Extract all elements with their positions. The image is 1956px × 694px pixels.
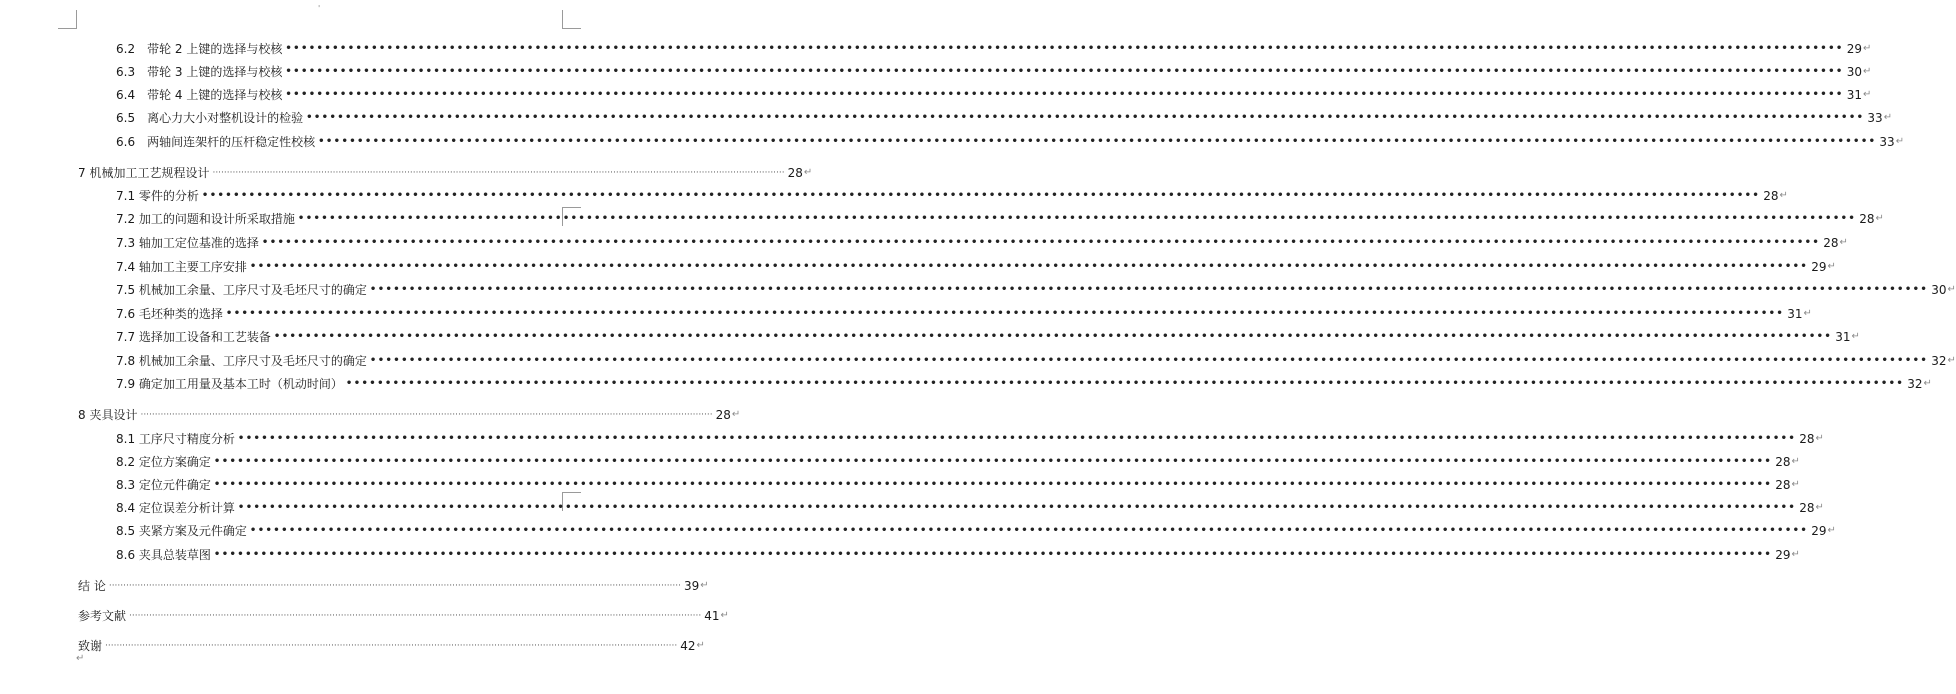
- toc-entry-page-number: 28: [715, 408, 731, 422]
- toc-entry-page-number: 31: [1787, 307, 1803, 321]
- toc-entry[interactable]: [0, 430, 1824, 448]
- paragraph-mark: ↵: [1851, 331, 1860, 342]
- paragraph-mark: ↵: [1803, 308, 1812, 319]
- paragraph-mark: ↵: [1791, 549, 1800, 560]
- paragraph-mark: ↵: [1815, 502, 1824, 513]
- paragraph-mark: ↵: [1862, 43, 1872, 54]
- margin-corner-top-right: [562, 10, 581, 29]
- toc-entry-page-number: 29: [1775, 548, 1791, 562]
- toc-entry[interactable]: [0, 133, 1905, 151]
- toc-entry[interactable]: [0, 86, 1872, 104]
- paragraph-mark: ↵: [1947, 355, 1956, 366]
- toc-entry[interactable]: [0, 453, 1800, 471]
- toc-entry-page-number: 41: [704, 609, 720, 623]
- toc-entry-page-number: 29: [1811, 260, 1827, 274]
- paragraph-mark: ↵: [1883, 112, 1893, 123]
- toc-dot-leader: ••••••••••••••••••••••••••••••••••••••••••••••••••••••••••••••••••••••••••••••••••••••••••••••••••••••••••••••••••••••••••••••••••••••••••••••••••••••••••••••••••••••••••••••••••••••••••••••••••••••••: [237, 433, 1797, 444]
- toc-entry-page-number: 31: [1835, 330, 1851, 344]
- toc-entry-page-number: 28: [787, 166, 803, 180]
- toc-entry-title: 7.9 确定加工用量及基本工时（机动时间）: [116, 377, 343, 391]
- toc-entry-page-number: 28: [1775, 455, 1791, 469]
- toc-entry-title: 6.4 带轮 4 上键的选择与校核: [116, 88, 283, 102]
- toc-entry-title: 8.6 夹具总装草图: [116, 548, 211, 562]
- toc-entry-page-number: 28: [1799, 501, 1815, 515]
- toc-entry[interactable]: [0, 109, 1893, 127]
- toc-entry[interactable]: [0, 210, 1884, 228]
- toc-entry-title: 6.3 带轮 3 上键的选择与校核: [116, 65, 283, 79]
- toc-entry[interactable]: [0, 476, 1800, 494]
- toc-entry-title: 7.3 轴加工定位基准的选择: [116, 236, 259, 250]
- toc-dot-leader: ········································································································································································································: [108, 581, 681, 591]
- toc-dot-leader: ••••••••••••••••••••••••••••••••••••••••••••••••••••••••••••••••••••••••••••••••••••••••••••••••••••••••••••••••••••••••••••••••••••••••••••••••••••••••••••••••••••••••••••••••••••••••••••••••••••••••: [369, 355, 1929, 366]
- toc-entry-page-number: 28: [1799, 432, 1815, 446]
- toc-dot-leader: ••••••••••••••••••••••••••••••••••••••••••••••••••••••••••••••••••••••••••••••••••••••••••••••••••••••••••••••••••••••••••••••••••••••••••••••••••••••••••••••••••••••••••••••••••••••••••••••••••••••••: [249, 525, 1809, 536]
- paragraph-mark: ↵: [1791, 479, 1800, 490]
- toc-dot-leader: ••••••••••••••••••••••••••••••••••••••••••••••••••••••••••••••••••••••••••••••••••••••••••••••••••••••••••••••••••••••••••••••••••••••••••••••••••••••••••••••••••••••••••••••••••••••••••••••••••••••••: [261, 237, 1821, 248]
- toc-dot-leader: ••••••••••••••••••••••••••••••••••••••••••••••••••••••••••••••••••••••••••••••••••••••••••••••••••••••••••••••••••••••••••••••••••••••••••••••••••••••••••••••••••••••••••••••••••••••••••••••••••••••••: [213, 456, 1773, 467]
- toc-entry-page-number: 28: [1775, 478, 1791, 492]
- toc-dot-leader: ········································································································································································································: [105, 641, 678, 651]
- toc-entry-page-number: 39: [684, 579, 700, 593]
- toc-entry[interactable]: [0, 406, 741, 424]
- toc-entry-title: 7.6 毛坯种类的选择: [116, 307, 223, 321]
- toc-entry-page-number: 29: [1846, 42, 1862, 56]
- toc-entry-page-number: 29: [1811, 524, 1827, 538]
- toc-dot-leader: ········································································································································································································: [212, 168, 785, 178]
- margin-corner-top-left: [58, 10, 77, 29]
- page-mark: ': [318, 4, 321, 13]
- toc-dot-leader: ••••••••••••••••••••••••••••••••••••••••••••••••••••••••••••••••••••••••••••••••••••••••••••••••••••••••••••••••••••••••••••••••••••••••••••••••••••••••••••••••••••••••••••••••••••••••••••••••••••••••: [318, 136, 1877, 147]
- toc-entry-title: 6.5 离心力大小对整机设计的检验: [116, 111, 304, 125]
- toc-dot-leader: ••••••••••••••••••••••••••••••••••••••••••••••••••••••••••••••••••••••••••••••••••••••••••••••••••••••••••••••••••••••••••••••••••••••••••••••••••••••••••••••••••••••••••••••••••••••••••••••••••••••••: [213, 549, 1773, 560]
- toc-entry-page-number: 28: [1763, 189, 1779, 203]
- toc-dot-leader: ••••••••••••••••••••••••••••••••••••••••••••••••••••••••••••••••••••••••••••••••••••••••••••••••••••••••••••••••••••••••••••••••••••••••••••••••••••••••••••••••••••••••••••••••••••••••••••••••••••••••: [285, 89, 1844, 100]
- toc-entry[interactable]: [0, 546, 1800, 564]
- paragraph-mark: ↵: [1815, 433, 1824, 444]
- toc-entry-page-number: 28: [1859, 212, 1875, 226]
- toc-entry[interactable]: [0, 234, 1848, 252]
- paragraph-mark: ↵: [720, 610, 729, 621]
- paragraph-mark: ↵: [700, 580, 709, 591]
- toc-dot-leader: ••••••••••••••••••••••••••••••••••••••••••••••••••••••••••••••••••••••••••••••••••••••••••••••••••••••••••••••••••••••••••••••••••••••••••••••••••••••••••••••••••••••••••••••••••••••••••••••••••••••••: [285, 43, 1844, 54]
- toc-dot-leader: ········································································································································································································: [129, 611, 702, 621]
- paragraph-mark: ↵: [1895, 136, 1905, 147]
- toc-entry-title: 6.6 两轴间连架杆的压杆稳定性校核: [116, 135, 316, 149]
- toc-entry[interactable]: [0, 281, 1956, 299]
- toc-dot-leader: ••••••••••••••••••••••••••••••••••••••••••••••••••••••••••••••••••••••••••••••••••••••••••••••••••••••••••••••••••••••••••••••••••••••••••••••••••••••••••••••••••••••••••••••••••••••••••••••••••••••••: [201, 190, 1761, 201]
- toc-entry-title: 6.2 带轮 2 上键的选择与校核: [116, 42, 283, 56]
- toc-entry[interactable]: [0, 607, 729, 625]
- toc-dot-leader: ••••••••••••••••••••••••••••••••••••••••••••••••••••••••••••••••••••••••••••••••••••••••••••••••••••••••••••••••••••••••••••••••••••••••••••••••••••••••••••••••••••••••••••••••••••••••••••••••••••••••: [273, 331, 1833, 342]
- toc-dot-leader: ••••••••••••••••••••••••••••••••••••••••••••••••••••••••••••••••••••••••••••••••••••••••••••••••••••••••••••••••••••••••••••••••••••••••••••••••••••••••••••••••••••••••••••••••••••••••••••••••••••••••: [237, 502, 1797, 513]
- paragraph-mark: ↵: [1827, 525, 1836, 536]
- toc-entry[interactable]: [0, 352, 1956, 370]
- toc-dot-leader: ••••••••••••••••••••••••••••••••••••••••••••••••••••••••••••••••••••••••••••••••••••••••••••••••••••••••••••••••••••••••••••••••••••••••••••••••••••••••••••••••••••••••••••••••••••••••••••••••••••••••: [369, 284, 1929, 295]
- toc-entry[interactable]: [0, 258, 1836, 276]
- toc-entry[interactable]: [0, 522, 1836, 540]
- toc-entry-page-number: 30: [1846, 65, 1862, 79]
- toc-dot-leader: ••••••••••••••••••••••••••••••••••••••••••••••••••••••••••••••••••••••••••••••••••••••••••••••••••••••••••••••••••••••••••••••••••••••••••••••••••••••••••••••••••••••••••••••••••••••••••••••••••••••••: [285, 66, 1844, 77]
- paragraph-mark: ↵: [1827, 261, 1836, 272]
- toc-entry-title: 7 机械加工工艺规程设计: [78, 166, 210, 180]
- toc-entry-title: 7.8 机械加工余量、工序尺寸及毛坯尺寸的确定: [116, 354, 367, 368]
- paragraph-mark: ↵: [1947, 284, 1956, 295]
- paragraph-mark: ↵: [803, 167, 813, 178]
- toc-entry-page-number: 31: [1846, 88, 1862, 102]
- toc-entry[interactable]: [0, 305, 1812, 323]
- toc-entry[interactable]: [0, 328, 1860, 346]
- toc-entry-page-number: 42: [680, 639, 696, 653]
- toc-entry[interactable]: [0, 164, 813, 182]
- toc-entry-title: 7.4 轴加工主要工序安排: [116, 260, 247, 274]
- toc-entry-title: 8.3 定位元件确定: [116, 478, 211, 492]
- toc-entry-title: 参考文献: [78, 609, 127, 623]
- toc-entry-title: 8.2 定位方案确定: [116, 455, 211, 469]
- toc-entry-title: 8.4 定位误差分析计算: [116, 501, 235, 515]
- paragraph-mark: ↵: [1862, 89, 1872, 100]
- toc-entry[interactable]: [0, 375, 1932, 393]
- toc-entry[interactable]: [0, 577, 709, 595]
- toc-entry-title: 8 夹具设计: [78, 408, 138, 422]
- paragraph-mark: ↵: [76, 653, 85, 664]
- toc-entry[interactable]: [0, 40, 1872, 58]
- toc-dot-leader: ••••••••••••••••••••••••••••••••••••••••••••••••••••••••••••••••••••••••••••••••••••••••••••••••••••••••••••••••••••••••••••••••••••••••••••••••••••••••••••••••••••••••••••••••••••••••••••••••••••••••: [297, 213, 1857, 224]
- toc-entry[interactable]: [0, 637, 705, 655]
- toc-entry[interactable]: [0, 63, 1872, 81]
- toc-entry-page-number: 32: [1907, 377, 1923, 391]
- paragraph-mark: ↵: [1791, 456, 1800, 467]
- paragraph-mark: ↵: [731, 409, 741, 420]
- toc-entry[interactable]: [0, 187, 1788, 205]
- paragraph-mark: ↵: [1862, 66, 1872, 77]
- paragraph-mark: ↵: [1839, 237, 1848, 248]
- toc-dot-leader: ••••••••••••••••••••••••••••••••••••••••••••••••••••••••••••••••••••••••••••••••••••••••••••••••••••••••••••••••••••••••••••••••••••••••••••••••••••••••••••••••••••••••••••••••••••••••••••••••••••••••: [345, 378, 1905, 389]
- toc-dot-leader: ········································································································································································································: [140, 410, 713, 420]
- toc-entry-title: 7.2 加工的问题和设计所采取措施: [116, 212, 295, 226]
- toc-dot-leader: ••••••••••••••••••••••••••••••••••••••••••••••••••••••••••••••••••••••••••••••••••••••••••••••••••••••••••••••••••••••••••••••••••••••••••••••••••••••••••••••••••••••••••••••••••••••••••••••••••••••••: [225, 308, 1785, 319]
- paragraph-mark: ↵: [1779, 190, 1788, 201]
- toc-entry-title: 结 论: [78, 579, 106, 593]
- toc-entry-title: 致谢: [78, 639, 103, 653]
- toc-entry-page-number: 33: [1879, 135, 1895, 149]
- toc-entry-title: 7.5 机械加工余量、工序尺寸及毛坯尺寸的确定: [116, 283, 367, 297]
- paragraph-mark: ↵: [696, 640, 705, 651]
- toc-dot-leader: ••••••••••••••••••••••••••••••••••••••••••••••••••••••••••••••••••••••••••••••••••••••••••••••••••••••••••••••••••••••••••••••••••••••••••••••••••••••••••••••••••••••••••••••••••••••••••••••••••••••••: [249, 261, 1809, 272]
- toc-entry-title: 7.1 零件的分析: [116, 189, 199, 203]
- toc-entry-title: 8.1 工序尺寸精度分析: [116, 432, 235, 446]
- toc-entry-title: 8.5 夹紧方案及元件确定: [116, 524, 247, 538]
- toc-entry-page-number: 28: [1823, 236, 1839, 250]
- toc-dot-leader: ••••••••••••••••••••••••••••••••••••••••••••••••••••••••••••••••••••••••••••••••••••••••••••••••••••••••••••••••••••••••••••••••••••••••••••••••••••••••••••••••••••••••••••••••••••••••••••••••••••••••: [213, 479, 1773, 490]
- toc-dot-leader: ••••••••••••••••••••••••••••••••••••••••••••••••••••••••••••••••••••••••••••••••••••••••••••••••••••••••••••••••••••••••••••••••••••••••••••••••••••••••••••••••••••••••••••••••••••••••••••••••••••••••: [306, 112, 1865, 123]
- toc-entry-page-number: 30: [1931, 283, 1947, 297]
- toc-entry[interactable]: [0, 499, 1824, 517]
- toc-entry-title: 7.7 选择加工设备和工艺装备: [116, 330, 271, 344]
- toc-entry-page-number: 33: [1867, 111, 1883, 125]
- paragraph-mark: ↵: [1875, 213, 1884, 224]
- paragraph-mark: ↵: [1923, 378, 1932, 389]
- toc-entry-page-number: 32: [1931, 354, 1947, 368]
